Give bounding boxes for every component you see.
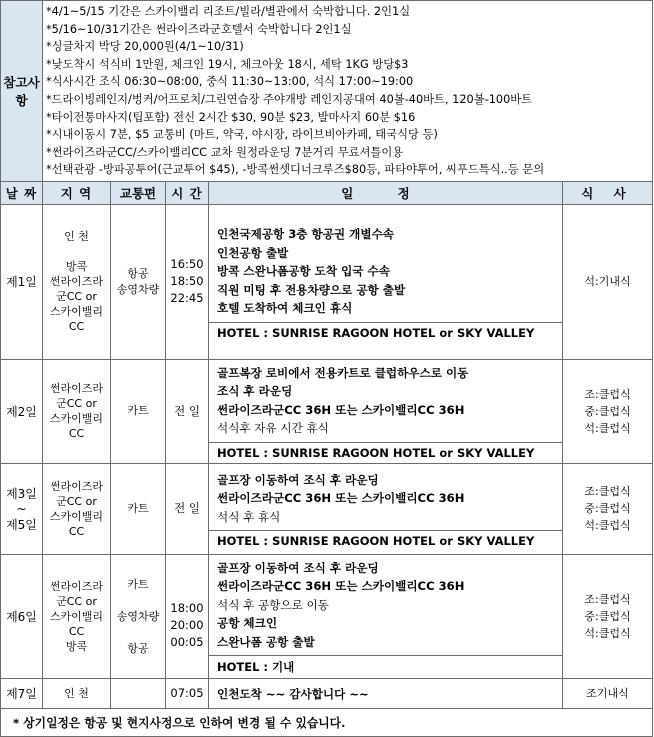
meals-cell-line: 석:기내식 (584, 275, 631, 289)
transport-cell-line: 카트 (127, 404, 149, 418)
transport-cell-line: 송영차량 (116, 609, 160, 623)
note-line: *싱글차지 박당 20,000원(4/1~10/31) (46, 40, 244, 54)
time-cell (166, 679, 209, 709)
hotel-info: HOTEL : SUNRISE RAGOON HOTEL or SKY VALLEY (209, 530, 562, 551)
transport-cell-line (111, 593, 165, 609)
time-cell-line (166, 583, 208, 600)
schedule-items (209, 467, 562, 531)
transport-cell (111, 204, 166, 359)
location-cell (43, 554, 111, 679)
location-cell-line: 군CC or (56, 494, 97, 508)
time-cell-line: 00:05 (170, 634, 204, 649)
location-cell-line: CC (68, 320, 85, 334)
header-location: 지 역 (43, 181, 111, 204)
schedule-item: 방콕 스완나폼공항 도착 입국 수속 (217, 264, 390, 279)
note-line: *4/1~5/15 기간은 스카이밸리 리조트/빌라/별관에서 숙박합니다. 2인1실 (46, 5, 411, 18)
schedule-items (209, 221, 562, 322)
transport-cell-line (111, 625, 165, 641)
location-cell (43, 359, 111, 463)
meals-cell (563, 554, 653, 679)
note-line: *5/16~10/31기간은 썬라이즈라군호텔서 숙박합니다 2인1실 (46, 22, 352, 36)
location-cell-line: 인 천 (64, 687, 89, 701)
meals-cell (563, 359, 653, 463)
meals-cell-line: 조:클럽식 (584, 387, 631, 401)
note-line: *썬라이즈라군CC/스카이밸리CC 교차 원정라운딩 7분거리 무료셔틀이용 (46, 145, 404, 159)
meals-cell-line: 석:클럽식 (584, 519, 631, 533)
location-cell-line: 썬라이즈라 (49, 580, 104, 594)
day-row (1, 359, 653, 463)
schedule-item: 석식 후 휴식 (217, 509, 281, 524)
note-line: *낮도착시 석식비 1만원, 체크인 19시, 체크아웃 18시, 세탁 1KG 방당$3 (46, 57, 409, 71)
meals-cell-line: 석:클럽식 (584, 627, 631, 641)
day-row (1, 204, 653, 359)
header-day: 날 짜 (1, 181, 43, 204)
day-cell-line: ~ (16, 501, 27, 516)
meals-cell-line: 조:클럽식 (584, 485, 631, 499)
day-cell-line: 제2일 (6, 404, 37, 419)
day-cell-line: 제3일 (6, 486, 37, 501)
schedule-item: 골프장 이동하여 조식 후 라운딩 (217, 472, 379, 487)
note-line: *식사시간 조식 06:30~08:00, 중식 11:30~13:00, 석식 17:00~19:00 (46, 75, 414, 89)
note-line: *선택관광 -방파공투어(근교투어 $45), -방콕썬셋디너크루즈$80등, 파타야투어, 씨푸드특식..등 문의 (46, 163, 545, 177)
header-meals: 식 사 (563, 181, 653, 204)
location-cell-line: CC (68, 524, 85, 538)
location-cell-line: 군CC or (56, 290, 97, 304)
meals-cell-line: 석:클럽식 (584, 421, 631, 435)
schedule-items (209, 681, 562, 708)
schedule-item: 스완나폼 공항 출발 (217, 634, 315, 649)
meals-cell-line: 조기내식 (586, 687, 629, 701)
time-cell-line: 전 일 (174, 501, 200, 516)
meals-cell (563, 463, 653, 554)
time-cell (166, 359, 209, 463)
schedule-cell (209, 554, 563, 679)
location-cell-line: CC (68, 625, 85, 639)
day-cell-line: 제6일 (6, 610, 37, 625)
day-row (1, 679, 653, 709)
time-cell (166, 204, 209, 359)
location-cell-line: 인 천 (64, 230, 89, 244)
transport-cell-line (111, 686, 165, 702)
schedule-cell (209, 204, 563, 359)
time-cell (166, 554, 209, 679)
location-cell-line: 방콕 (65, 260, 88, 274)
location-cell-line: 썬라이즈라 (49, 275, 104, 289)
time-cell-line: 22:45 (170, 291, 204, 306)
location-cell-line: 썬라이즈라 (49, 382, 104, 396)
schedule-item: 골프장 이동하여 조식 후 라운딩 (217, 560, 379, 575)
schedule-item: 골프복장 로비에서 전용카트로 클럽하우스로 이동 (217, 365, 469, 380)
meals-cell (563, 679, 653, 709)
day-cell (1, 679, 43, 709)
location-cell (43, 463, 111, 554)
schedule-item: 썬라이즈라군CC 36H 또는 스카이밸리CC 36H (217, 579, 465, 594)
time-cell-line: 07:05 (170, 686, 204, 701)
header-row (1, 181, 653, 204)
schedule-item: 인천도착 ~~ 감사합니다 ~~ (217, 686, 369, 701)
schedule-cell (209, 463, 563, 554)
location-cell-line: CC (68, 427, 85, 441)
schedule-rows (1, 204, 653, 709)
day-cell (1, 554, 43, 679)
location-cell-line: 스카이밸리 (49, 509, 104, 523)
schedule-cell (209, 679, 563, 709)
location-cell-line (43, 244, 110, 259)
day-cell-line: 제1일 (6, 275, 37, 290)
transport-cell (111, 463, 166, 554)
location-cell-line: 썬라이즈라 (49, 479, 104, 493)
day-cell-line: 제5일 (6, 517, 37, 532)
time-cell-line: 전 일 (174, 403, 200, 418)
schedule-item: 조식 후 라운딩 (217, 384, 293, 399)
location-cell-line: 방콕 (65, 640, 88, 654)
meals-cell-line: 중:클럽식 (584, 502, 631, 516)
time-cell-line: 16:50 (170, 257, 204, 272)
schedule-items (209, 555, 562, 656)
transport-cell (111, 359, 166, 463)
hotel-info: HOTEL : 기내 (209, 655, 562, 678)
footer-note: * 상기일정은 항공 및 현지사정으로 인하여 변경 될 수 있습니다. (1, 709, 653, 737)
schedule-item: 석식후 자유 시간 휴식 (217, 421, 329, 436)
meals-cell-line: 중:클럽식 (584, 404, 631, 418)
header-schedule: 일 정 (209, 181, 563, 204)
transport-cell-line: 항공 (127, 266, 149, 280)
transport-cell-line: 항공 (127, 641, 149, 655)
location-cell-line: 스카이밸리 (49, 610, 104, 624)
transport-cell-line: 카트 (127, 501, 149, 515)
day-cell (1, 359, 43, 463)
schedule-cell (209, 359, 563, 463)
hotel-info: HOTEL : SUNRISE RAGOON HOTEL or SKY VALLEY (209, 322, 562, 343)
day-cell-line: 제7일 (6, 687, 37, 702)
schedule-item: 호텔 도착하여 체크인 휴식 (217, 301, 353, 316)
location-cell-line: 스카이밸리 (49, 412, 104, 426)
meals-cell-line: 조:클럽식 (584, 593, 631, 607)
meals-cell (563, 204, 653, 359)
time-cell-line: 20:00 (170, 617, 204, 632)
transport-cell-line: 카트 (127, 577, 149, 591)
transport-cell (111, 554, 166, 679)
hotel-info: HOTEL : SUNRISE RAGOON HOTEL or SKY VALLEY (209, 442, 562, 463)
notes-list (43, 1, 653, 182)
notes-label: 참고사항 (1, 1, 43, 182)
location-cell-line: 군CC or (56, 397, 97, 411)
header-time: 시 간 (166, 181, 209, 204)
note-line: *타이전통마사지(팁포함) 전신 2시간 $30, 90분 $23, 발마사지 60분 $16 (46, 110, 416, 124)
location-cell (43, 679, 111, 709)
header-transport: 교통편 (111, 181, 166, 204)
schedule-item: 직원 미팅 후 전용차량으로 공항 출발 (217, 282, 406, 297)
schedule-item: 썬라이즈라군CC 36H 또는 스카이밸리CC 36H (217, 402, 465, 417)
meals-cell-line: 중:클럽식 (584, 610, 631, 624)
day-row (1, 463, 653, 554)
location-cell (43, 204, 111, 359)
note-line: *시내이동시 7분, $5 교통비 (마트, 약국, 야시장, 라이브비아카페, 태국식당 등) (46, 128, 438, 142)
day-cell (1, 204, 43, 359)
schedule-item: 인천공항 출발 (217, 245, 289, 260)
notes-row (1, 1, 653, 182)
location-cell-line: 스카이밸리 (49, 305, 104, 319)
time-cell-line: 18:00 (170, 600, 204, 615)
day-cell (1, 463, 43, 554)
schedule-item: 석식 후 공항으로 이동 (217, 597, 329, 612)
time-cell (166, 463, 209, 554)
schedule-item: 인천국제공항 3층 항공권 개별수속 (217, 227, 394, 242)
time-cell-line: 18:50 (170, 274, 204, 289)
note-line: *드라이빙레인지/벙커/어프로치/그린연습장 주야개방 레인지공대여 40볼-40바트, 120볼-100바트 (46, 92, 533, 106)
schedule-items (209, 360, 562, 442)
footer-row (1, 709, 653, 737)
transport-cell-line: 송영차량 (116, 282, 160, 296)
location-cell-line: 군CC or (56, 595, 97, 609)
schedule-item: 공항 체크인 (217, 616, 278, 631)
transport-cell (111, 679, 166, 709)
schedule-item: 썬라이즈라군CC 36H 또는 스카이밸리CC 36H (217, 491, 465, 506)
day-row (1, 554, 653, 679)
